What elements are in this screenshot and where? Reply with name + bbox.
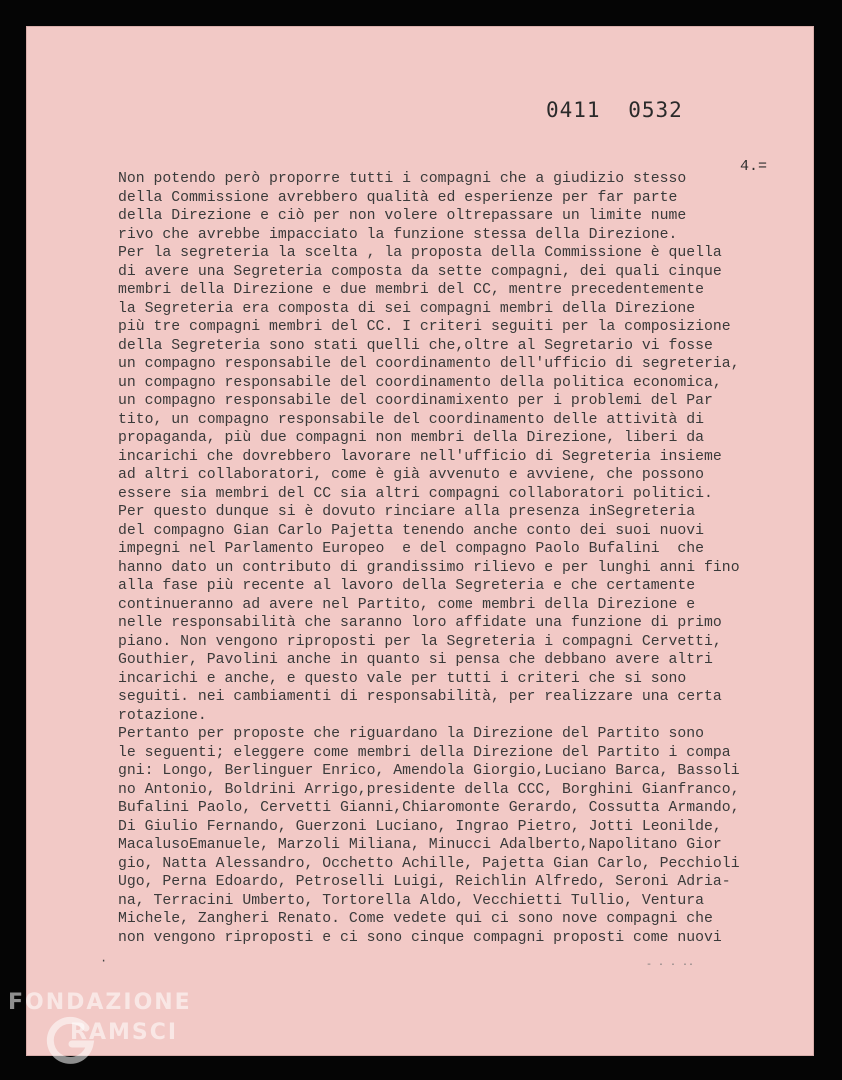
text-line: rivo che avrebbe impacciato la funzione stessa della Direzione.: [118, 226, 678, 243]
text-line: Non potendo però proporre tutti i compagni che a giudizio stesso: [118, 171, 687, 187]
archive-number: 0411 0532: [546, 98, 683, 122]
text-line: rotazione.: [118, 707, 207, 724]
text-line: membri della Direzione e due membri del CC, mentre precedentemente: [118, 282, 705, 298]
text-line: nelle responsabilità che saranno loro affidate una funzione di primo: [118, 615, 722, 631]
text-line: di avere una Segreteria composta da sette compagni, dei quali cinque: [118, 263, 722, 280]
text-line: della Direzione e ciò per non volere oltrepassare un limite nume: [118, 208, 687, 224]
text-line: Per la segreteria la scelta , la proposta della Commissione è quella: [118, 245, 722, 261]
text-line: Gouthier, Pavolini anche in quanto si pensa che debbano avere altri: [118, 652, 713, 668]
text-line: hanno dato un contributo di grandissimo rilievo e per lunghi anni fino: [118, 559, 740, 576]
text-line: la Segreteria era composta di sei compagni membri della Direzione: [118, 300, 696, 317]
text-line: continueranno ad avere nel Partito, come membri della Direzione e: [118, 596, 696, 613]
text-line: impegni nel Parlamento Europeo e del compagno Paolo Bufalini che: [118, 541, 705, 557]
text-line: della Commissione avrebbero qualità ed esperienze per far parte: [118, 189, 678, 206]
text-line: incarichi che dovrebbero lavorare nell'ufficio di Segreteria insieme: [118, 448, 722, 465]
watermark-line-2: RAMSCI: [70, 1020, 179, 1045]
text-line: un compagno responsabile del coordinamento della politica economica,: [118, 374, 722, 391]
text-line: più tre compagni membri del CC. I criteri seguiti per la composizione: [118, 319, 731, 335]
text-line: essere sia membri del CC sia altri compagni collaboratori politici.: [118, 485, 713, 502]
text-line: del compagno Gian Carlo Pajetta tenendo anche conto dei suoi nuovi: [118, 522, 705, 539]
text-line: no Antonio, Boldrini Arrigo,presidente della CCC, Borghini Gianfranco,: [118, 781, 740, 798]
text-line: incarichi e anche, e questo vale per tutti i criteri che si sono: [118, 670, 687, 687]
text-line: seguiti. nei cambiamenti di responsabilità, per realizzare una certa: [118, 689, 722, 705]
text-line: Michele, Zangheri Renato. Come vedete qui ci sono nove compagni che: [118, 911, 713, 927]
text-line: gio, Natta Alessandro, Occhetto Achille, Pajetta Gian Carlo, Pecchioli: [118, 855, 740, 872]
text-line: propaganda, più due compagni non membri della Direzione, liberi da: [118, 430, 705, 446]
text-line: Bufalini Paolo, Cervetti Gianni,Chiaromonte Gerardo, Cossutta Armando,: [118, 800, 740, 816]
text-line: le seguenti; eleggere come membri della Direzione del Partito i compa: [118, 744, 731, 761]
typewritten-body: [118, 170, 798, 947]
footer-marks: - · · ··: [646, 960, 695, 971]
text-line: Per questo dunque si è dovuto rinciare alla presenza inSegreteria: [118, 504, 696, 520]
text-line: Pertanto per proposte che riguardano la Direzione del Partito sono: [118, 726, 705, 742]
fondazione-gramsci-watermark: [8, 990, 228, 1062]
text-line: Di Giulio Fernando, Guerzoni Luciano, Ingrao Pietro, Jotti Leonilde,: [118, 818, 722, 835]
text-line: della Segreteria sono stati quelli che,oltre al Segretario vi fosse: [118, 337, 713, 354]
text-line: un compagno responsabile del coordinamento dell'ufficio di segreteria,: [118, 356, 740, 372]
text-line: MacalusoEmanuele, Marzoli Miliana, Minucci Adalberto,Napolitano Gior: [118, 837, 722, 853]
text-line: alla fase più recente al lavoro della Segreteria e che certamente: [118, 578, 696, 594]
margin-mark: ·: [100, 954, 108, 968]
text-line: un compagno responsabile del coordinamixento per i problemi del Par: [118, 393, 713, 409]
page-number: 4.=: [740, 158, 768, 175]
text-line: ad altri collaboratori, come è già avvenuto e avviene, che possono: [118, 467, 705, 483]
text-line: tito, un compagno responsabile del coordinamento delle attività di: [118, 411, 705, 428]
text-line: Ugo, Perna Edoardo, Petroselli Luigi, Reichlin Alfredo, Seroni Adria-: [118, 874, 731, 890]
text-line: gni: Longo, Berlinguer Enrico, Amendola Giorgio,Luciano Barca, Bassoli: [118, 763, 740, 779]
watermark-line-1: FONDAZIONE: [8, 990, 192, 1015]
text-line: na, Terracini Umberto, Tortorella Aldo, Vecchietti Tullio, Ventura: [118, 892, 705, 909]
text-line: piano. Non vengono riproposti per la Segreteria i compagni Cervetti,: [118, 633, 722, 650]
text-line: non vengono riproposti e ci sono cinque compagni proposti come nuovi: [118, 929, 722, 946]
